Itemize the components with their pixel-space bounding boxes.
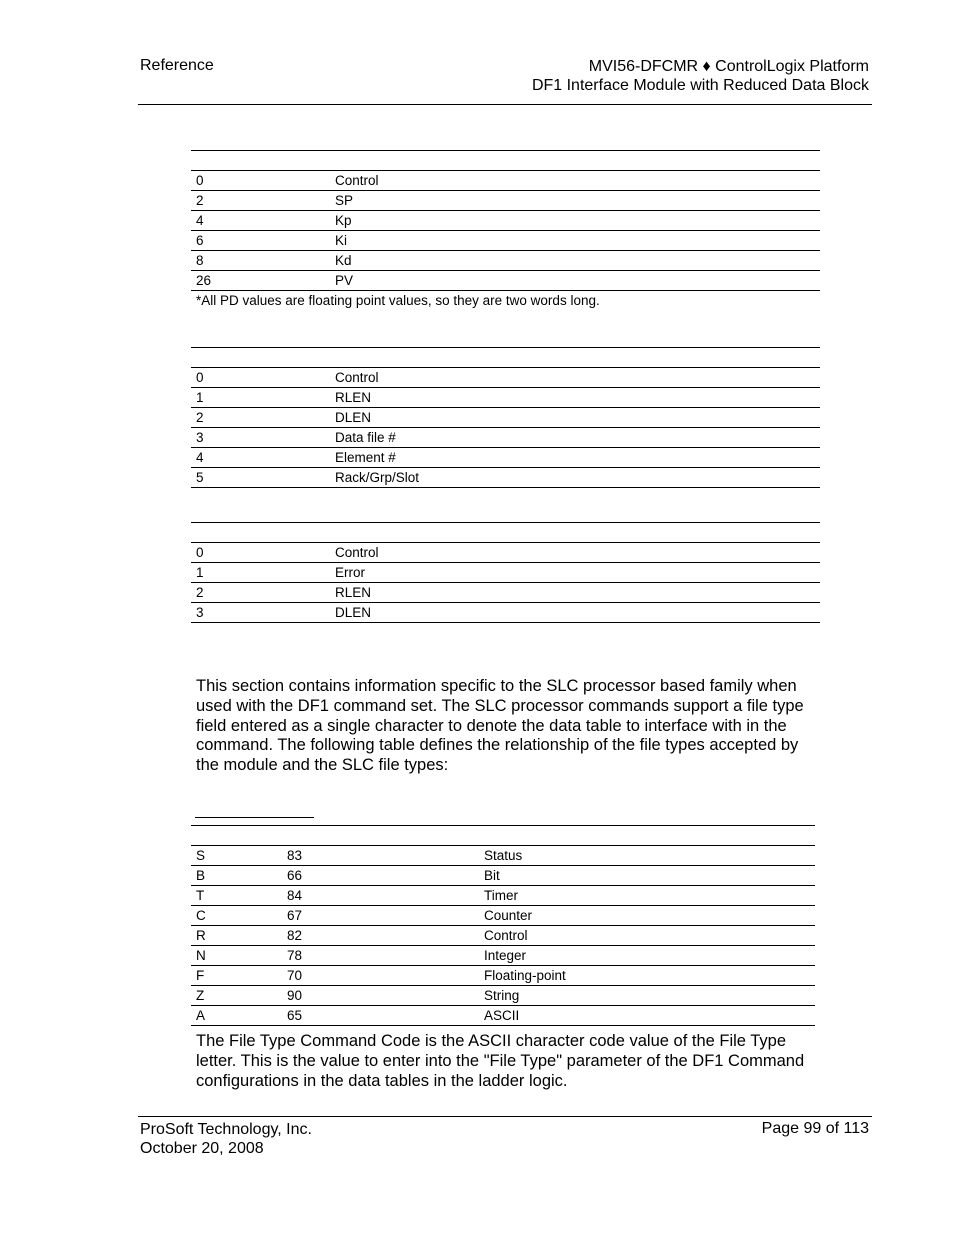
table-row (191, 231, 820, 251)
table-cell: C (191, 906, 282, 926)
header-module-name: DF1 Interface Module with Reduced Data Block (531, 77, 869, 94)
table-cell: Bit (479, 866, 815, 886)
table-cell: 0 (191, 543, 330, 563)
table-cell: 26 (191, 271, 330, 291)
table-row (191, 1006, 815, 1026)
table-cell: Rack/Grp/Slot (330, 468, 820, 488)
table-row (191, 428, 820, 448)
table-cell: R (191, 926, 282, 946)
table-cell: SP (330, 191, 820, 211)
table-cell: RLEN (330, 583, 820, 603)
table-header-row (191, 523, 820, 543)
header-product-line: MVI56-DFCMR ♦ ControlLogix Platform (588, 58, 869, 75)
table-cell: Status (479, 846, 815, 866)
table-cell: Control (330, 543, 820, 563)
table-cell: 70 (282, 966, 479, 986)
footer-left (140, 1120, 312, 1158)
footer-date: October 20, 2008 (140, 1140, 264, 1157)
table-cell: 0 (191, 368, 330, 388)
table-cell: 3 (191, 603, 330, 623)
table-cell: Kp (330, 211, 820, 231)
table-cell: 1 (191, 388, 330, 408)
table-cell: DLEN (330, 408, 820, 428)
table-row (191, 583, 820, 603)
table-cell: 1 (191, 563, 330, 583)
table-cell: DLEN (330, 603, 820, 623)
footer-page-number: Page 99 of 113 (761, 1120, 869, 1137)
table-cell: 2 (191, 191, 330, 211)
table-row (191, 368, 820, 388)
table-header-row (191, 826, 815, 846)
table-cell: 67 (282, 906, 479, 926)
table-cell: N (191, 946, 282, 966)
table-cell: 90 (282, 986, 479, 1006)
table-row (191, 468, 820, 488)
table-cell: 83 (282, 846, 479, 866)
table-row (191, 211, 820, 231)
table-cell: 2 (191, 583, 330, 603)
table-cell: RLEN (330, 388, 820, 408)
table-row (191, 986, 815, 1006)
table-row (191, 926, 815, 946)
table-cell: Integer (479, 946, 815, 966)
table-row (191, 886, 815, 906)
table-cell: Kd (330, 251, 820, 271)
table-cell: 84 (282, 886, 479, 906)
table-cell: Control (479, 926, 815, 946)
table-cell: 66 (282, 866, 479, 886)
footer-company: ProSoft Technology, Inc. (140, 1121, 312, 1138)
table-row (191, 171, 820, 191)
table-cell: 4 (191, 211, 330, 231)
table-cell: S (191, 846, 282, 866)
table-row (191, 251, 820, 271)
table-row (191, 543, 820, 563)
table-cell: Floating-point (479, 966, 815, 986)
table-cell: B (191, 866, 282, 886)
footer-rule (138, 1116, 872, 1117)
file-type-explanation-paragraph: The File Type Command Code is the ASCII character code value of the File Type letter. This is the value to enter into the "File Type" parameter of the DF1 Command configurations in the data tables in the ladder logic. (196, 1032, 805, 1090)
slc-file-type-table (191, 825, 815, 1026)
table-row (191, 448, 820, 468)
table-cell: Control (330, 171, 820, 191)
table-cell: Counter (479, 906, 815, 926)
header-rule (138, 104, 872, 105)
table-cell: T (191, 886, 282, 906)
table-row (191, 271, 820, 291)
table-row (191, 906, 815, 926)
table-cell: ASCII (479, 1006, 815, 1026)
table-cell: Control (330, 368, 820, 388)
table-cell: 2 (191, 408, 330, 428)
table-cell: 65 (282, 1006, 479, 1026)
table-row (191, 388, 820, 408)
table-cell: Element # (330, 448, 820, 468)
table-row (191, 866, 815, 886)
table-cell: 82 (282, 926, 479, 946)
command-block-table (191, 347, 820, 488)
table-cell: 8 (191, 251, 330, 271)
status-block-table (191, 522, 820, 623)
table-row (191, 408, 820, 428)
table-row (191, 563, 820, 583)
table-caption-rule (195, 817, 314, 818)
table-cell: F (191, 966, 282, 986)
table-row (191, 603, 820, 623)
table-row (191, 846, 815, 866)
header-document-title (532, 57, 869, 95)
header-section-title: Reference (140, 57, 214, 74)
table-row (191, 191, 820, 211)
table-cell: Timer (479, 886, 815, 906)
table-cell: A (191, 1006, 282, 1026)
table-cell: 4 (191, 448, 330, 468)
table-cell: 0 (191, 171, 330, 191)
table-header-row (191, 151, 820, 171)
table-cell: String (479, 986, 815, 1006)
table-cell: PV (330, 271, 820, 291)
table-cell: Data file # (330, 428, 820, 448)
slc-intro-paragraph: This section contains information specific to the SLC processor based family when used with the DF1 command set. The SLC processor commands support a file type field entered as a single character to denote the data table to interface with in the command. The following table defines the relationship of the file types accepted by the module and the SLC file types: (196, 677, 804, 775)
table-cell: Z (191, 986, 282, 1006)
table-cell: Error (330, 563, 820, 583)
table-cell: 5 (191, 468, 330, 488)
table-row (191, 966, 815, 986)
pid-table-note: *All PD values are floating point values, so they are two words long. (196, 293, 600, 308)
table-cell: Ki (330, 231, 820, 251)
table-row (191, 946, 815, 966)
table-cell: 3 (191, 428, 330, 448)
table-cell: 78 (282, 946, 479, 966)
table-cell: 6 (191, 231, 330, 251)
table-header-row (191, 348, 820, 368)
pid-block-table (191, 150, 820, 291)
